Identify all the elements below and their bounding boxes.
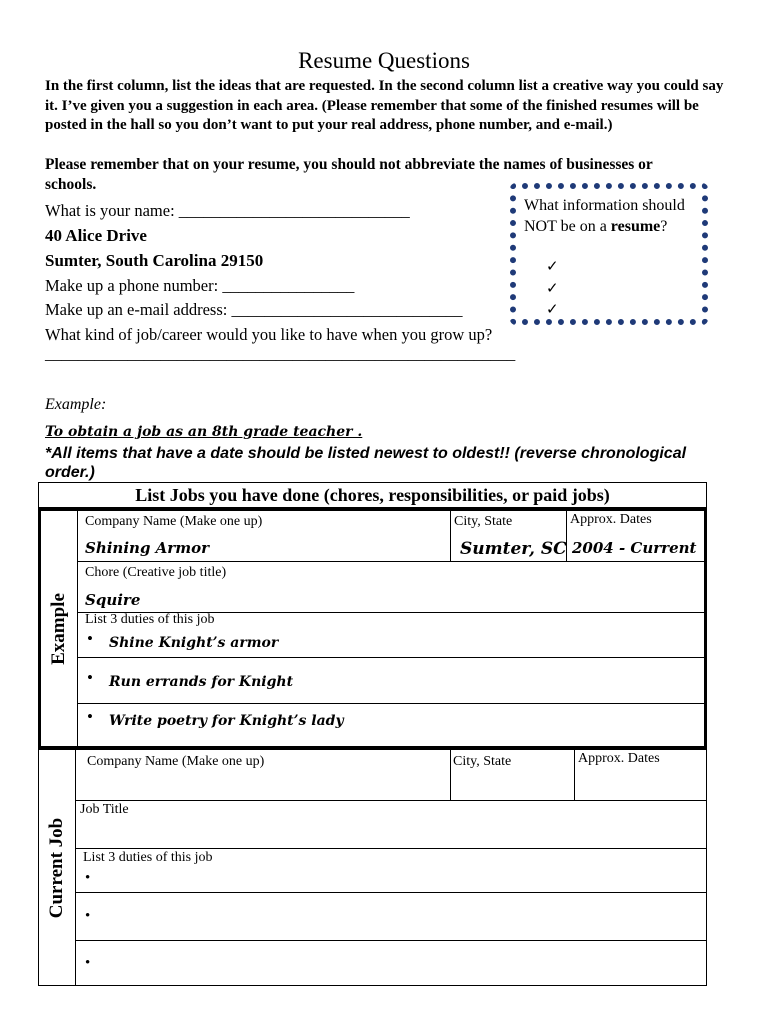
info-callout-text (524, 195, 699, 237)
bullet-icon: • (85, 955, 91, 971)
instructions-paragraph: In the first column, list the ideas that are requested. In the second column list a creative way you could say it. I’ve given you a suggestion in each area. (Please remember that some of the finished resumes will be posted in the hall so you don’t want to put your real address, phone number, and e-mail.) (45, 78, 724, 133)
city-state-value: Sumter, SC (460, 539, 567, 559)
column-divider (450, 511, 451, 561)
check-icon: ✓ (546, 259, 559, 275)
row-divider (76, 848, 706, 849)
career-question: What kind of job/career would you like to have when you grow up? (45, 325, 493, 344)
current-job-side-label-text: Current Job (46, 817, 67, 918)
phone-question: Make up a phone number: ________________ (45, 276, 355, 295)
row-divider (76, 800, 706, 801)
info-callout-bold-word: resume (610, 218, 661, 235)
example-objective: To obtain a job as an 8th grade teacher . (45, 424, 363, 440)
bullet-icon: • (87, 668, 93, 687)
bullet-icon: • (87, 707, 93, 726)
duty-item: Shine Knight’s armor (109, 635, 279, 651)
info-callout-question-mark: ? (660, 218, 668, 235)
abbreviation-note: Please remember that on your resume, you should not abbreviate the names of businesses or schools. (45, 156, 653, 193)
job-title-label: Job Title (80, 802, 129, 817)
duty-item: Write poetry for Knight’s lady (109, 713, 344, 729)
page-title: Resume Questions (298, 48, 470, 73)
duty-item: Run errands for Knight (109, 674, 294, 690)
company-name-label: Company Name (Make one up) (85, 514, 263, 529)
city-state-label: City, State (453, 754, 512, 769)
example-job-section (38, 508, 707, 749)
example-side-label-text: Example (48, 592, 69, 665)
bullet-icon: • (87, 629, 93, 648)
bullet-icon: • (85, 870, 91, 886)
column-divider (450, 750, 451, 800)
row-divider (78, 561, 704, 562)
approx-dates-label: Approx. Dates (578, 751, 660, 766)
company-name-label: Company Name (Make one up) (87, 754, 265, 769)
example-side-label (41, 511, 78, 746)
email-question: Make up an e-mail address: ____________________________ (45, 300, 463, 319)
name-question: What is your name: ____________________________ (45, 201, 410, 220)
check-icon: ✓ (546, 302, 559, 318)
check-icon: ✓ (546, 281, 559, 297)
row-divider (76, 892, 706, 893)
example-label: Example: (45, 396, 107, 413)
duties-label: List 3 duties of this job (85, 612, 215, 627)
duties-label: List 3 duties of this job (83, 850, 213, 865)
info-callout-question: What information should NOT be on a (524, 197, 685, 235)
job-title-label: Chore (Creative job title) (85, 565, 227, 580)
row-divider (78, 657, 704, 658)
address-line-1: 40 Alice Drive (45, 226, 147, 245)
current-job-section (38, 749, 707, 986)
row-divider (78, 703, 704, 704)
jobs-table-header: List Jobs you have done (chores, responsibilities, or paid jobs) (38, 482, 707, 508)
approx-dates-value: 2004 - Current (572, 539, 697, 557)
bullet-icon: • (85, 908, 91, 924)
approx-dates-label: Approx. Dates (570, 512, 652, 527)
row-divider (76, 940, 706, 941)
info-callout-box (510, 183, 708, 325)
career-answer-line: _________________________________________________________ (45, 344, 516, 363)
chronological-note: *All items that have a date should be listed newest to oldest!! (reverse chronological order.) (45, 445, 687, 481)
city-state-label: City, State (454, 514, 513, 529)
current-job-side-label (39, 750, 76, 985)
job-title-value: Squire (85, 591, 141, 609)
address-line-2: Sumter, South Carolina 29150 (45, 251, 264, 270)
company-name-value: Shining Armor (85, 539, 209, 557)
column-divider (574, 750, 575, 800)
